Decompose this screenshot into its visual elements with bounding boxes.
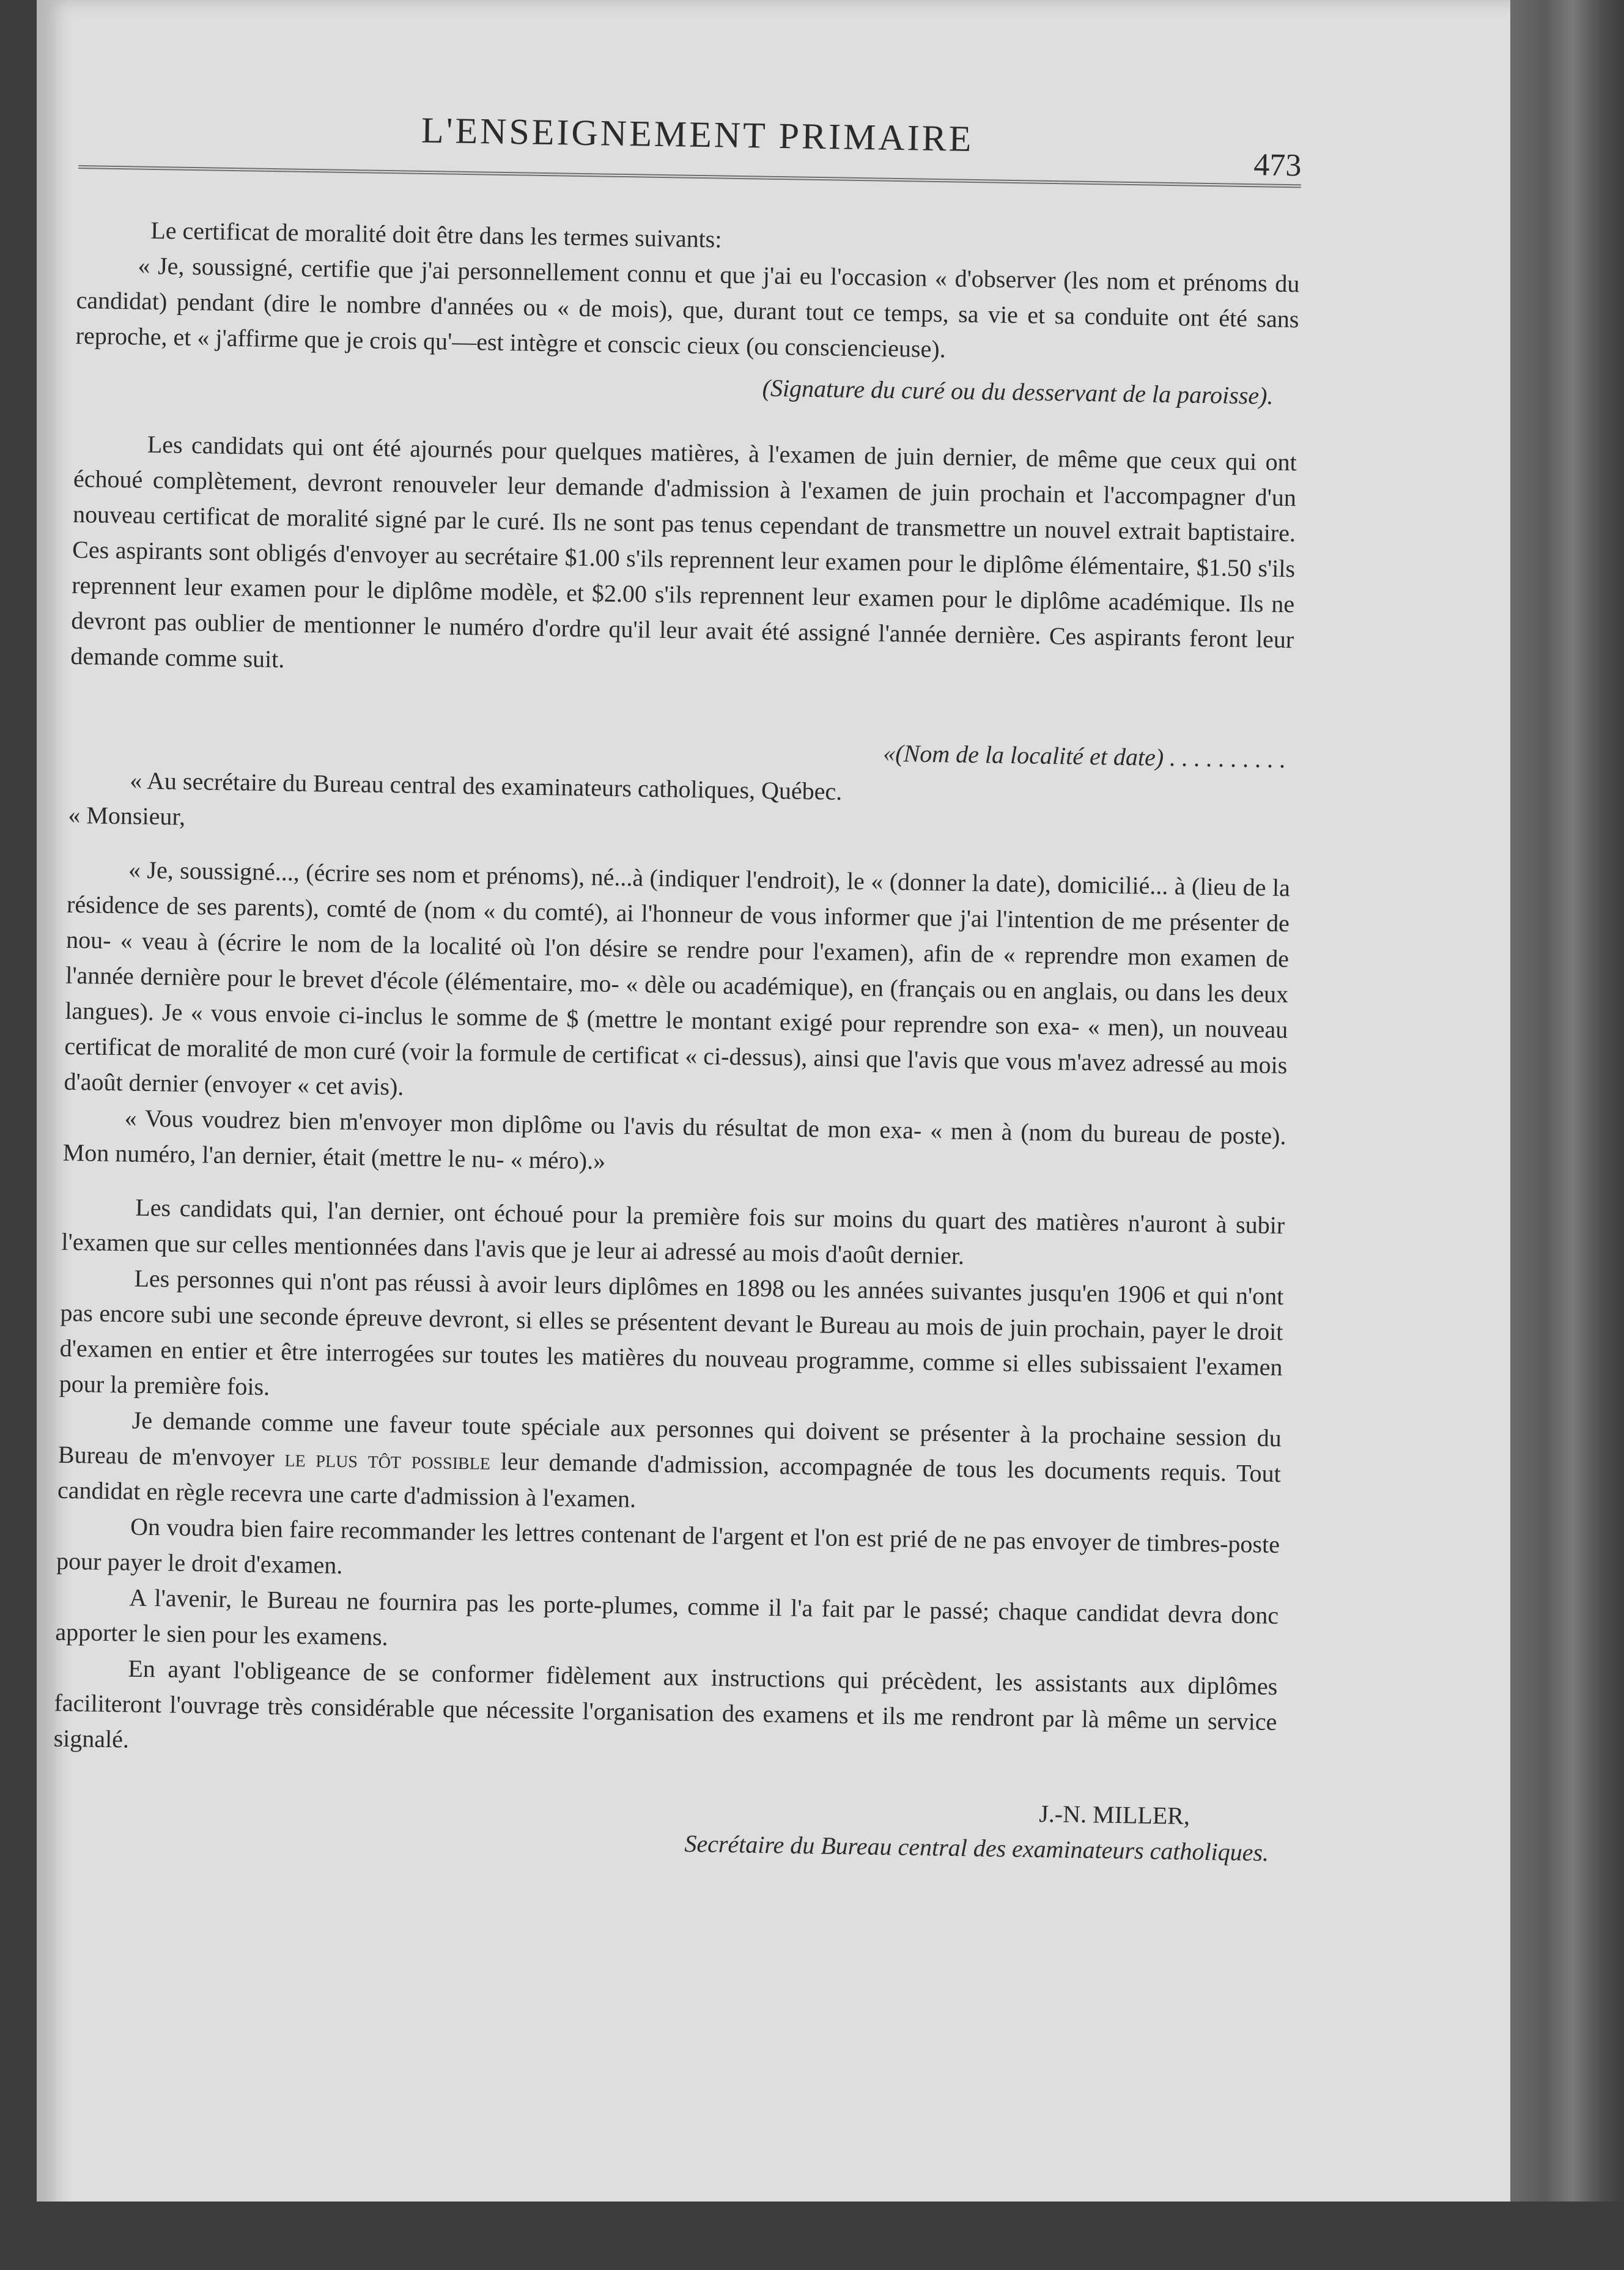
book-spine [1510,0,1624,2270]
paragraph-pens: A l'avenir, le Bureau ne fournira pas les porte-plumes, comme il l'a fait par le passé; chaque candidat devra donc apporter le sien pour les examens. [55,1583,1279,1651]
bottom-shadow [0,2202,1624,2270]
certificate-formula: « Je, soussigné, certifie que j'ai personnellement connu et que j'ai eu l'occasion « d'observer (les nom et prénoms du candidat) pendant (dire le nombre d'années ou « de mois), que, durant tout ce temps, sa vie et sa conduite ont été sans reproche, et « j'affirme que je crois qu'—est intègre et conscic cieux (ou consciencieuse). [75,251,1300,363]
letter-salutation: « Monsieur, [68,800,186,830]
page-number: 473 [1253,147,1302,183]
request-text-a: Je demande comme une faveur toute spéciale aux personnes qui doivent se présenter à la prochaine session du Bureau de m'envoyer [57,1406,1282,1472]
paragraph-1898-1906: Les personnes qui n'ont pas réussi à avoir leurs diplômes en 1898 ou les années suivantes jusqu'en 1906 et qui n'ont pas encore subi une seconde épreuve devront, si elles se présentent devant le Bureau au mois de juin prochain, payer le droit d'examen en entier et être interrogées sur toutes les matières du nouveau programme, comme si elles subissaient l'examen pour la première fois. [59,1264,1284,1401]
letter-body: « Je, soussigné..., (écrire ses nom et prénoms), né...à (indiquer l'endroit), le « (donner la date), domicilié... à (lieu de la résidence de ses parents), comté de (nom « du comté), ai l'honneur de vous informer que j'ai l'intention de me présenter de nou- « veau à (écrire le nom de la localité où l'on désire se rendre pour l'examen), afin de « reprendre mon examen de l'année dernière pour le brevet d'école (élémentaire, mo- « dèle ou académique), en (français ou en anglais, ou dans les deux langues). Je « vous envoie ci-inclus le somme de $ (mettre le montant exigé pour reprendre son exa- « men), un nouveau certificat de moralité de mon curé (voir la formule de certificat « ci-dessus), ainsi que l'avis que vous m'avez adressé au mois d'août dernier (envoyer « cet avis). [64,856,1291,1101]
letter-closing: « Vous voudrez bien m'envoyer mon diplôme ou l'avis du résultat de mon exa- « men à (nom du bureau de poste). Mon numéro, l'an dernier, était (mettre le nu- « méro).» [62,1104,1286,1175]
paragraph-intro: Le certificat de moralité doit être dans les termes suivants: [150,216,722,253]
certificate-signature-line: (Signature du curé ou du desservant de la paroisse). [762,374,1274,410]
running-title: L'ENSEIGNEMENT PRIMAIRE [421,109,974,159]
letter-address: « Au secrétaire du Bureau central des examinateurs catholiques, Québec. [129,766,843,805]
page-content [52,92,1302,1871]
signatory-title: Secrétaire du Bureau central des examinateurs catholiques. [684,1829,1269,1866]
paragraph-closing: En ayant l'obligeance de se conformer fidèlement aux instructions qui précèdent, les assistants aux diplômes faciliteront l'ouvrage très considérable que nécessite l'organisation des examens et ils me rendront par là même un service signalé. [53,1654,1278,1753]
signatory-name: J.-N. MILLER, [1038,1800,1190,1830]
request-emphasis: le plus tôt possible [284,1444,491,1475]
paragraph-adjourned-candidates: Les candidats qui ont été ajournés pour quelques matières, à l'examen de juin dernier, de même que ceux qui ont échoué complètement, devront renouveler leur demande d'admission à l'examen de juin prochain et l'accompagner d'un nouveau certificat de moralité signé par le curé. Ils ne sont pas tenus cependant de transmettre un nouvel extrait baptistaire. Ces aspirants sont obligés d'envoyer au secrétaire $1.00 s'ils reprennent leur examen pour le diplôme élémentaire, $1.50 s'ils reprennent leur examen pour le diplôme modèle, et $2.00 s'ils reprennent leur examen pour le diplôme académique. Ils ne devront pas oublier de mentionner le numéro d'ordre qu'il leur avait été assigné l'année dernière. Ces aspirants feront leur demande comme suit. [70,430,1297,673]
paragraph-registered-letters: On voudra bien faire recommander les lettres contenant de l'argent et l'on est prié de ne pas envoyer de timbres-poste pour payer le droit d'examen. [56,1512,1280,1580]
letter-date-line: «(Nom de la localité et date) . . . . . . . . . . [883,739,1286,774]
request-text-b: leur demande d'admission, accompagnée de tous les documents requis. Tout candidat en règle recevra une carte d'admission à l'examen. [57,1447,1282,1513]
paragraph-request [57,1402,1282,1527]
paragraph-failed-quarter: Les candidats qui, l'an dernier, ont échoué pour la première fois sur moins du quart des matières n'auront à subir l'examen que sur celles mentionnées dans l'avis que je leur ai adressé au mois d'août dernier. [61,1193,1285,1270]
